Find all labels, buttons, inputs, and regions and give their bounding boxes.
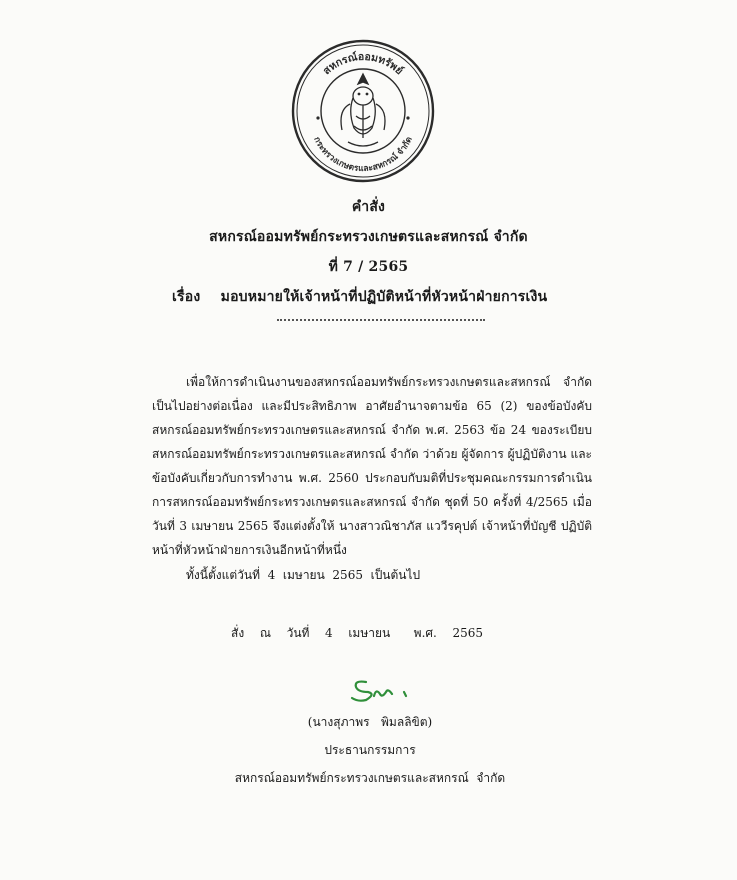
effective-date-line: ทั้งนี้ตั้งแต่วันที่ 4 เมษายน 2565 เป็นต้นไป	[186, 568, 421, 582]
signatory-position: ประธานกรรมการ	[324, 743, 416, 757]
order-number: ที่ 7 / 2565	[328, 259, 409, 275]
signatory-name: (นางสุภาพร พิมลลิขิต)	[307, 715, 433, 729]
signatory-organization: สหกรณ์ออมทรัพย์กระทรวงเกษตรและสหกรณ์ จำกัด	[234, 771, 506, 785]
order-body	[152, 370, 592, 562]
svg-text:กระทรวงเกษตรและสหกรณ์ จำกัด	[311, 135, 415, 174]
order-title-block	[0, 192, 737, 312]
svg-text:สหกรณ์ออมทรัพย์	[321, 50, 406, 77]
order-subject: เรื่อง มอบหมายให้เจ้าหน้าที่ปฏิบัติหน้าที่หัวหน้าฝ่ายการเงิน	[172, 289, 548, 305]
seal-bottom-text: กระทรวงเกษตรและสหกรณ์ จำกัด	[311, 135, 415, 175]
signature-icon	[346, 672, 426, 706]
signatory-block	[200, 708, 540, 792]
title-divider	[277, 319, 485, 321]
cooperative-seal-icon	[290, 38, 436, 184]
seal-top-text: สหกรณ์ออมทรัพย์	[320, 50, 406, 78]
document-type: คำสั่ง	[351, 199, 386, 215]
ordered-date-line: สั่ง ณ วันที่ 4 เมษายน พ.ศ. 2565	[231, 626, 483, 640]
order-paragraph: เพื่อให้การดำเนินงานของสหกรณ์ออมทรัพย์กระทรวงเกษตรและสหกรณ์ จำกัด เป็นไปอย่างต่อเนื่อง และมีประสิทธิภาพ อาศัยอำนาจตามข้อ 65 (2) ของข้อบังคับสหกรณ์ออมทรัพย์กระทรวงเกษตรและสหกรณ์ จำกัด พ.ศ. 2563 ข้อ 24 ของระเบียบสหกรณ์ออมทรัพย์กระทรวงเกษตรและสหกรณ์ จำกัด ว่าด้วย ผู้จัดการ ผู้ปฏิบัติงาน และข้อบังคับเกี่ยวกับการทำงาน พ.ศ. 2560 ประกอบกับมติที่ประชุมคณะกรรมการดำเนินการสหกรณ์ออมทรัพย์กระทรวงเกษตรและสหกรณ์ จำกัด ชุดที่ 50 ครั้งที่ 4/2565 เมื่อวันที่ 3 เมษายน 2565 จึงแต่งตั้งให้ นางสาวณิชาภัส แววีรคุปต์ เจ้าหน้าที่บัญชี ปฏิบัติหน้าที่หัวหน้าฝ่ายการเงินอีกหน้าที่หนึ่ง	[152, 375, 592, 557]
organization-name: สหกรณ์ออมทรัพย์กระทรวงเกษตรและสหกรณ์ จำกัด	[209, 229, 528, 245]
